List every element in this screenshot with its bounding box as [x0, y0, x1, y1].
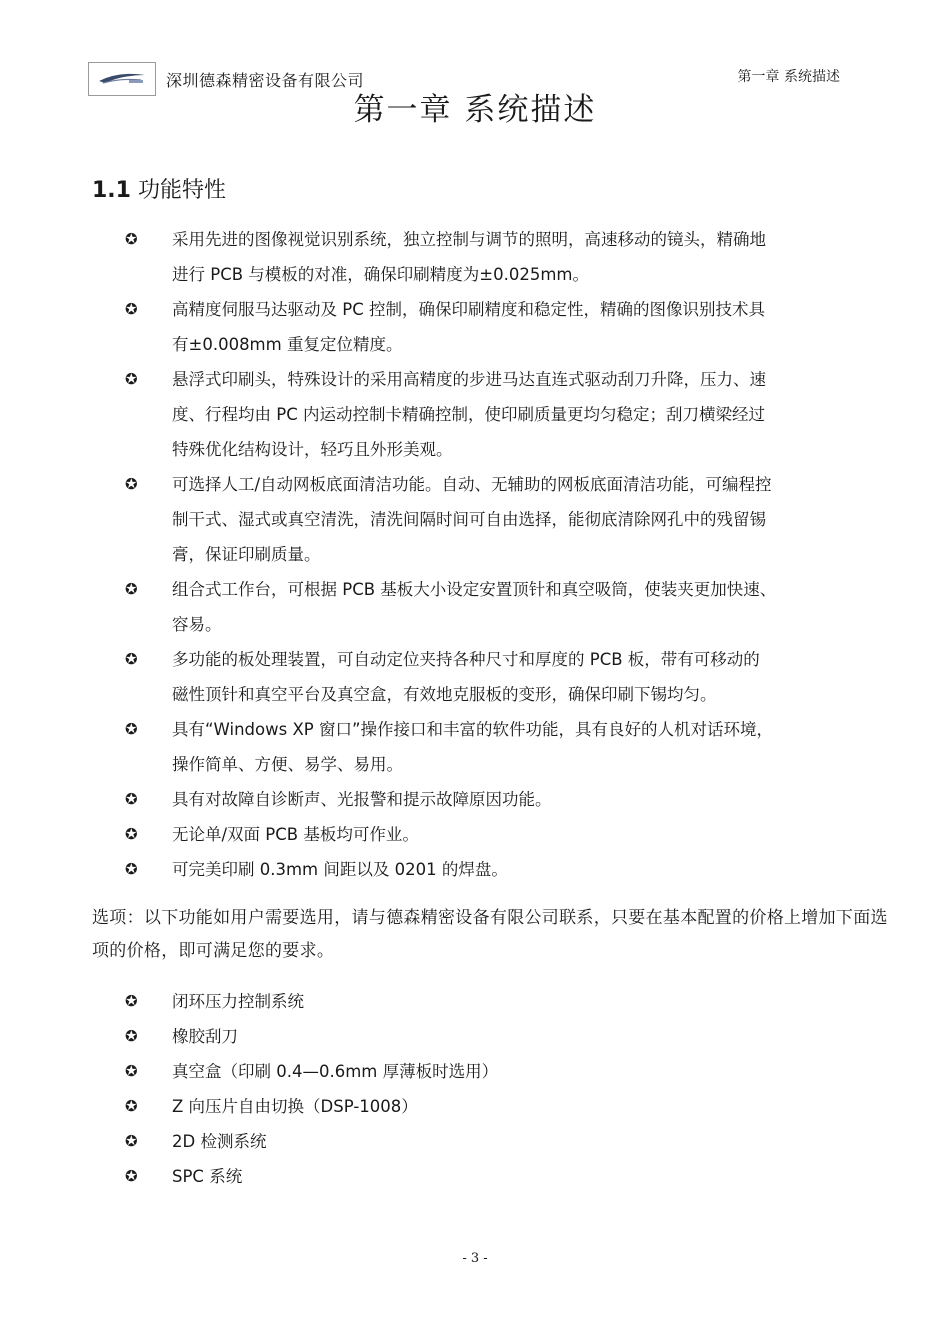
- feature-item: [0, 292, 862, 362]
- bullet-star-icon: ✪: [125, 650, 138, 668]
- bullet-star-icon: ✪: [125, 825, 138, 843]
- item-line: 组合式工作台，可根据 PCB 基板大小设定安置顶针和真空吸筒，使装夹更加快速、: [172, 580, 777, 599]
- section-number: 1.1: [92, 178, 131, 203]
- feature-item: [0, 782, 862, 817]
- item-line: 磁性顶针和真空平台及真空盒，有效地克服板的变形，确保印刷下锡均匀。: [172, 685, 717, 704]
- item-line: 有±0.008mm 重复定位精度。: [172, 335, 403, 354]
- chapter-title: 第一章 系统描述: [353, 92, 597, 128]
- company-name: 深圳德森精密设备有限公司: [166, 71, 365, 90]
- option-item: [0, 984, 862, 1019]
- item-line: 度、行程均由 PC 内运动控制卡精确控制，使印刷质量更均匀稳定；刮刀横梁经过: [172, 405, 765, 424]
- item-line: 容易。: [172, 615, 222, 634]
- bullet-star-icon: ✪: [125, 370, 138, 388]
- item-line: 闭环压力控制系统: [172, 992, 304, 1011]
- item-line: 具有对故障自诊断声、光报警和提示故障原因功能。: [172, 790, 552, 809]
- option-item: [0, 1159, 862, 1194]
- header-chapter: 第一章 系统描述: [737, 69, 840, 85]
- bullet-star-icon: ✪: [125, 300, 138, 318]
- feature-item: [0, 642, 862, 712]
- bullet-star-icon: ✪: [125, 790, 138, 808]
- item-line: 2D 检测系统: [172, 1132, 267, 1151]
- bullet-star-icon: ✪: [125, 230, 138, 248]
- feature-item: [0, 712, 862, 782]
- feature-item: [0, 817, 862, 852]
- bullet-star-icon: ✪: [125, 1062, 138, 1080]
- item-line: 特殊优化结构设计，轻巧且外形美观。: [172, 440, 453, 459]
- feature-list: [0, 222, 950, 887]
- option-item: [0, 1019, 862, 1054]
- bullet-star-icon: ✪: [125, 1097, 138, 1115]
- section-title: 功能特性: [137, 178, 226, 203]
- item-line: 操作简单、方便、易学、易用。: [172, 755, 403, 774]
- item-line: 可完美印刷 0.3mm 间距以及 0201 的焊盘。: [172, 860, 508, 879]
- feature-item: [0, 572, 862, 642]
- item-line: 可选择人工/自动网板底面清洁功能。自动、无辅助的网板底面清洁功能，可编程控: [172, 475, 772, 494]
- options-list: [0, 984, 950, 1194]
- bullet-star-icon: ✪: [125, 720, 138, 738]
- feature-item: [0, 852, 862, 887]
- bullet-star-icon: ✪: [125, 992, 138, 1010]
- option-item: [0, 1124, 862, 1159]
- item-line: 真空盒（印刷 0.4—0.6mm 厚薄板时选用）: [172, 1062, 499, 1081]
- option-item: [0, 1054, 862, 1089]
- item-line: 采用先进的图像视觉识别系统，独立控制与调节的照明，高速移动的镜头，精确地: [172, 230, 766, 249]
- item-line: 橡胶刮刀: [172, 1027, 238, 1046]
- bullet-star-icon: ✪: [125, 1132, 138, 1150]
- item-line: 多功能的板处理装置，可自动定位夹持各种尺寸和厚度的 PCB 板，带有可移动的: [172, 650, 760, 669]
- section-heading: [92, 173, 226, 204]
- page-number: - 3 -: [462, 1251, 488, 1266]
- item-line: 制干式、湿式或真空清洗，清洗间隔时间可自由选择，能彻底清除网孔中的残留锡: [172, 510, 766, 529]
- item-line: 悬浮式印刷头，特殊设计的采用高精度的步进马达直连式驱动刮刀升降，压力、速: [172, 370, 766, 389]
- bullet-star-icon: ✪: [125, 580, 138, 598]
- item-line: 具有“Windows XP 窗口”操作接口和丰富的软件功能，具有良好的人机对话环境，: [172, 720, 773, 739]
- feature-item: [0, 222, 862, 292]
- item-line: 进行 PCB 与模板的对准，确保印刷精度为±0.025mm。: [172, 265, 589, 284]
- item-line: 膏，保证印刷质量。: [172, 545, 321, 564]
- bullet-star-icon: ✪: [125, 860, 138, 878]
- option-item: [0, 1089, 862, 1124]
- item-line: 无论单/双面 PCB 基板均可作业。: [172, 825, 419, 844]
- options-paragraph: 选项：以下功能如用户需要选用，请与德森精密设备有限公司联系，只要在基本配置的价格上增加下面选项的价格，即可满足您的要求。: [92, 908, 888, 961]
- bullet-star-icon: ✪: [125, 1167, 138, 1185]
- item-line: 高精度伺服马达驱动及 PC 控制，确保印刷精度和稳定性，精确的图像识别技术具: [172, 300, 765, 319]
- feature-item: [0, 467, 862, 572]
- bullet-star-icon: ✪: [125, 1027, 138, 1045]
- item-line: SPC 系统: [172, 1167, 243, 1186]
- feature-item: [0, 362, 862, 467]
- item-line: Z 向压片自由切换（DSP-1008）: [172, 1097, 418, 1116]
- bullet-star-icon: ✪: [125, 475, 138, 493]
